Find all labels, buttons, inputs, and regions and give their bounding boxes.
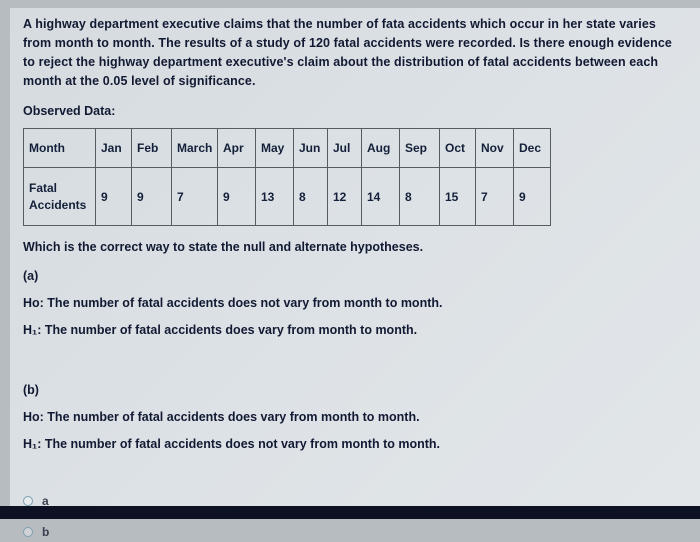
table-data-cell: 9 bbox=[132, 168, 172, 226]
table-data-cell: 8 bbox=[400, 168, 440, 226]
option-b-null-hypothesis: Ho: The number of fatal accidents does vary from month to month. bbox=[23, 410, 682, 424]
radio-b-icon[interactable] bbox=[23, 527, 33, 537]
option-a-label: (a) bbox=[23, 269, 682, 283]
choice-a-label: a bbox=[42, 494, 49, 508]
table-data-cell: 9 bbox=[514, 168, 551, 226]
table-header-cell: Aug bbox=[362, 129, 400, 168]
table-header-cell: Sep bbox=[400, 129, 440, 168]
table-data-cell: 7 bbox=[476, 168, 514, 226]
table-data-cell: 9 bbox=[96, 168, 132, 226]
table-header-cell: Dec bbox=[514, 129, 551, 168]
choice-b-label bbox=[42, 525, 49, 539]
table-header-cell: Oct bbox=[440, 129, 476, 168]
quiz-page bbox=[10, 8, 700, 506]
table-header-cell: May bbox=[256, 129, 294, 168]
table-header-cell: Jan bbox=[96, 129, 132, 168]
table-data-cell: 13 bbox=[256, 168, 294, 226]
table-header-cell: March bbox=[172, 129, 218, 168]
table-row-label: Fatal Accidents bbox=[24, 168, 96, 226]
table-data-cell: 7 bbox=[172, 168, 218, 226]
choice-b[interactable] bbox=[23, 522, 682, 542]
option-b-alt-hypothesis: H₁: The number of fatal accidents does not vary from month to month. bbox=[23, 437, 682, 451]
table-data-row bbox=[24, 168, 551, 226]
table-data-cell: 9 bbox=[218, 168, 256, 226]
table-data-cell: 12 bbox=[328, 168, 362, 226]
option-b-block bbox=[23, 383, 682, 451]
option-b-label: (b) bbox=[23, 383, 682, 397]
observed-data-label: Observed Data: bbox=[23, 104, 682, 118]
table-header-cell: Apr bbox=[218, 129, 256, 168]
table-header-row bbox=[24, 129, 551, 168]
radio-a-icon[interactable] bbox=[23, 496, 33, 506]
table-header-cell: Jun bbox=[294, 129, 328, 168]
table-data-cell: 8 bbox=[294, 168, 328, 226]
option-a-null-hypothesis: Ho: The number of fatal accidents does not vary from month to month. bbox=[23, 296, 682, 310]
question-prompt: Which is the correct way to state the null and alternate hypotheses. bbox=[23, 240, 682, 254]
table-header-cell: Nov bbox=[476, 129, 514, 168]
bottom-bar bbox=[0, 506, 700, 519]
table-header-cell: Jul bbox=[328, 129, 362, 168]
table-header-cell: Month bbox=[24, 129, 96, 168]
question-text: A highway department executive claims that the number of fata accidents which occur in her state varies from month to month. The results of a study of 120 fatal accidents were recorded. Is there enough evidence to reject the highway department executive's claim about the distribution of fatal accidents between each month at the 0.05 level of significance. bbox=[23, 15, 675, 91]
table-data-cell: 15 bbox=[440, 168, 476, 226]
option-a-block bbox=[23, 269, 682, 337]
table-header-cell: Feb bbox=[132, 129, 172, 168]
observed-data-table bbox=[23, 128, 551, 226]
option-a-alt-hypothesis: H₁: The number of fatal accidents does vary from month to month. bbox=[23, 323, 682, 337]
table-data-cell: 14 bbox=[362, 168, 400, 226]
